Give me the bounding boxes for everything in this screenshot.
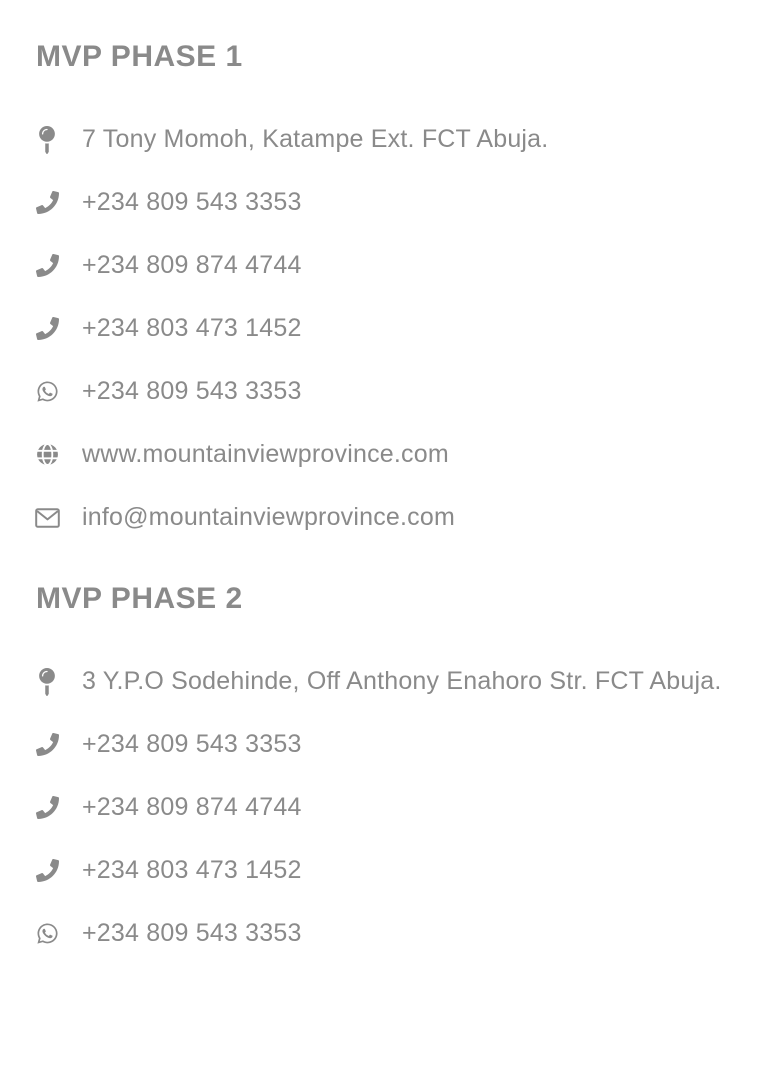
- contact-text[interactable]: +234 803 473 1452: [82, 856, 302, 884]
- contact-list: [34, 108, 738, 549]
- contact-text[interactable]: +234 803 473 1452: [82, 314, 302, 342]
- contact-text[interactable]: +234 809 543 3353: [82, 919, 302, 947]
- phone-icon: [34, 859, 60, 882]
- contact-section: [34, 579, 738, 965]
- contact-text[interactable]: +234 809 543 3353: [82, 377, 302, 405]
- contact-item: [34, 234, 738, 297]
- contact-item: [34, 297, 738, 360]
- envelope-icon: [34, 508, 60, 528]
- map-pin-icon: [34, 126, 60, 154]
- contact-text: 7 Tony Momoh, Katampe Ext. FCT Abuja.: [82, 125, 549, 153]
- contact-item: [34, 108, 738, 171]
- phone-icon: [34, 733, 60, 756]
- whatsapp-icon: [34, 922, 60, 945]
- contact-text[interactable]: +234 809 874 4744: [82, 793, 302, 821]
- contact-item: [34, 650, 738, 713]
- contact-text: 3 Y.P.O Sodehinde, Off Anthony Enahoro Str. FCT Abuja.: [82, 667, 722, 695]
- section-title: MVP PHASE 1: [36, 40, 243, 73]
- contact-text[interactable]: info@mountainviewprovince.com: [82, 503, 456, 531]
- section-title: MVP PHASE 2: [36, 582, 243, 615]
- phone-icon: [34, 191, 60, 214]
- contact-item: [34, 839, 738, 902]
- contact-text[interactable]: +234 809 874 4744: [82, 251, 302, 279]
- contact-item: [34, 171, 738, 234]
- contact-item: [34, 360, 738, 423]
- contact-item: [34, 776, 738, 839]
- contact-text[interactable]: +234 809 543 3353: [82, 730, 302, 758]
- whatsapp-icon: [34, 380, 60, 403]
- contact-item: [34, 713, 738, 776]
- phone-icon: [34, 317, 60, 340]
- phone-icon: [34, 254, 60, 277]
- contact-text[interactable]: +234 809 543 3353: [82, 188, 302, 216]
- contact-item: [34, 902, 738, 965]
- contact-item: [34, 486, 738, 549]
- contact-section: [34, 37, 738, 549]
- contact-list: [34, 650, 738, 965]
- map-pin-icon: [34, 668, 60, 696]
- phone-icon: [34, 796, 60, 819]
- contact-text[interactable]: www.mountainviewprovince.com: [82, 440, 449, 468]
- contact-item: [34, 423, 738, 486]
- globe-icon: [34, 442, 60, 467]
